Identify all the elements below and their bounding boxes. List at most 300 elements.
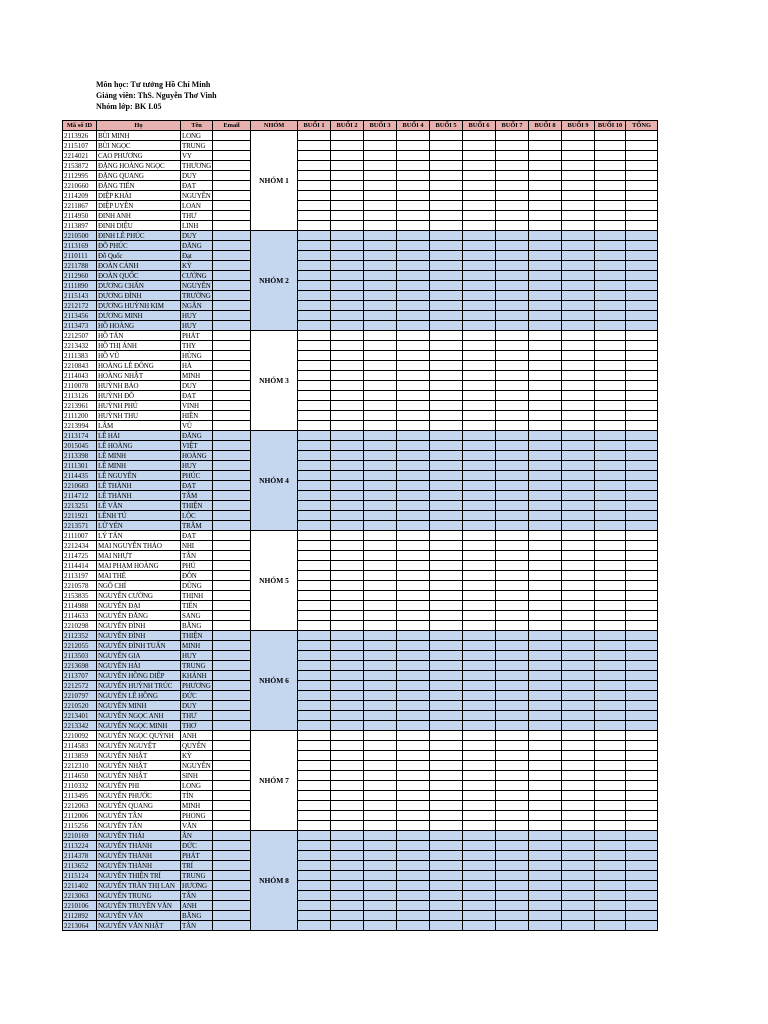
session-cell[interactable] — [562, 721, 595, 731]
session-cell[interactable] — [496, 911, 529, 921]
session-cell[interactable] — [562, 811, 595, 821]
session-cell[interactable] — [562, 851, 595, 861]
session-cell[interactable] — [298, 811, 331, 821]
session-cell[interactable] — [364, 691, 397, 701]
session-cell[interactable] — [496, 841, 529, 851]
session-cell[interactable] — [463, 861, 496, 871]
session-cell[interactable] — [298, 581, 331, 591]
session-cell[interactable] — [298, 771, 331, 781]
total-cell[interactable] — [626, 741, 658, 751]
session-cell[interactable] — [331, 811, 364, 821]
session-cell[interactable] — [595, 841, 626, 851]
session-cell[interactable] — [397, 751, 430, 761]
session-cell[interactable] — [562, 451, 595, 461]
session-cell[interactable] — [529, 341, 562, 351]
session-cell[interactable] — [595, 281, 626, 291]
session-cell[interactable] — [595, 401, 626, 411]
session-cell[interactable] — [463, 131, 496, 141]
total-cell[interactable] — [626, 291, 658, 301]
session-cell[interactable] — [331, 581, 364, 591]
session-cell[interactable] — [397, 211, 430, 221]
session-cell[interactable] — [364, 261, 397, 271]
session-cell[interactable] — [562, 601, 595, 611]
total-cell[interactable] — [626, 861, 658, 871]
session-cell[interactable] — [397, 351, 430, 361]
session-cell[interactable] — [529, 891, 562, 901]
session-cell[interactable] — [595, 671, 626, 681]
session-cell[interactable] — [298, 331, 331, 341]
session-cell[interactable] — [496, 141, 529, 151]
session-cell[interactable] — [331, 421, 364, 431]
session-cell[interactable] — [463, 291, 496, 301]
session-cell[interactable] — [496, 441, 529, 451]
session-cell[interactable] — [496, 831, 529, 841]
session-cell[interactable] — [562, 791, 595, 801]
session-cell[interactable] — [331, 231, 364, 241]
session-cell[interactable] — [595, 751, 626, 761]
session-cell[interactable] — [562, 551, 595, 561]
total-cell[interactable] — [626, 231, 658, 241]
total-cell[interactable] — [626, 171, 658, 181]
session-cell[interactable] — [364, 541, 397, 551]
session-cell[interactable] — [529, 431, 562, 441]
session-cell[interactable] — [430, 751, 463, 761]
session-cell[interactable] — [364, 271, 397, 281]
session-cell[interactable] — [298, 161, 331, 171]
session-cell[interactable] — [364, 641, 397, 651]
total-cell[interactable] — [626, 571, 658, 581]
session-cell[interactable] — [430, 131, 463, 141]
session-cell[interactable] — [595, 311, 626, 321]
session-cell[interactable] — [430, 371, 463, 381]
session-cell[interactable] — [496, 891, 529, 901]
session-cell[interactable] — [364, 231, 397, 241]
session-cell[interactable] — [562, 141, 595, 151]
session-cell[interactable] — [430, 171, 463, 181]
session-cell[interactable] — [430, 631, 463, 641]
session-cell[interactable] — [298, 781, 331, 791]
session-cell[interactable] — [562, 891, 595, 901]
total-cell[interactable] — [626, 701, 658, 711]
session-cell[interactable] — [496, 731, 529, 741]
total-cell[interactable] — [626, 491, 658, 501]
session-cell[interactable] — [364, 601, 397, 611]
session-cell[interactable] — [496, 551, 529, 561]
session-cell[interactable] — [331, 701, 364, 711]
session-cell[interactable] — [463, 541, 496, 551]
total-cell[interactable] — [626, 501, 658, 511]
session-cell[interactable] — [364, 401, 397, 411]
total-cell[interactable] — [626, 311, 658, 321]
session-cell[interactable] — [562, 351, 595, 361]
session-cell[interactable] — [562, 761, 595, 771]
session-cell[interactable] — [496, 721, 529, 731]
session-cell[interactable] — [331, 501, 364, 511]
session-cell[interactable] — [562, 911, 595, 921]
session-cell[interactable] — [562, 861, 595, 871]
session-cell[interactable] — [595, 881, 626, 891]
session-cell[interactable] — [595, 241, 626, 251]
session-cell[interactable] — [331, 611, 364, 621]
total-cell[interactable] — [626, 191, 658, 201]
session-cell[interactable] — [463, 571, 496, 581]
session-cell[interactable] — [397, 331, 430, 341]
session-cell[interactable] — [298, 201, 331, 211]
session-cell[interactable] — [430, 601, 463, 611]
total-cell[interactable] — [626, 351, 658, 361]
session-cell[interactable] — [298, 171, 331, 181]
session-cell[interactable] — [397, 361, 430, 371]
session-cell[interactable] — [331, 531, 364, 541]
session-cell[interactable] — [430, 511, 463, 521]
session-cell[interactable] — [496, 641, 529, 651]
session-cell[interactable] — [298, 821, 331, 831]
session-cell[interactable] — [298, 281, 331, 291]
session-cell[interactable] — [562, 521, 595, 531]
session-cell[interactable] — [430, 331, 463, 341]
session-cell[interactable] — [298, 741, 331, 751]
session-cell[interactable] — [430, 321, 463, 331]
session-cell[interactable] — [331, 281, 364, 291]
session-cell[interactable] — [463, 331, 496, 341]
session-cell[interactable] — [595, 821, 626, 831]
session-cell[interactable] — [298, 151, 331, 161]
session-cell[interactable] — [529, 451, 562, 461]
session-cell[interactable] — [397, 891, 430, 901]
session-cell[interactable] — [397, 301, 430, 311]
session-cell[interactable] — [430, 801, 463, 811]
session-cell[interactable] — [298, 431, 331, 441]
session-cell[interactable] — [496, 601, 529, 611]
session-cell[interactable] — [364, 441, 397, 451]
session-cell[interactable] — [496, 231, 529, 241]
session-cell[interactable] — [430, 841, 463, 851]
session-cell[interactable] — [562, 541, 595, 551]
session-cell[interactable] — [595, 381, 626, 391]
total-cell[interactable] — [626, 331, 658, 341]
session-cell[interactable] — [595, 221, 626, 231]
session-cell[interactable] — [529, 181, 562, 191]
session-cell[interactable] — [364, 841, 397, 851]
session-cell[interactable] — [298, 881, 331, 891]
session-cell[interactable] — [397, 451, 430, 461]
session-cell[interactable] — [529, 821, 562, 831]
session-cell[interactable] — [595, 871, 626, 881]
session-cell[interactable] — [562, 591, 595, 601]
session-cell[interactable] — [397, 771, 430, 781]
session-cell[interactable] — [331, 841, 364, 851]
session-cell[interactable] — [397, 161, 430, 171]
total-cell[interactable] — [626, 851, 658, 861]
session-cell[interactable] — [562, 201, 595, 211]
session-cell[interactable] — [562, 881, 595, 891]
session-cell[interactable] — [364, 141, 397, 151]
session-cell[interactable] — [496, 681, 529, 691]
session-cell[interactable] — [298, 541, 331, 551]
session-cell[interactable] — [298, 181, 331, 191]
session-cell[interactable] — [463, 181, 496, 191]
session-cell[interactable] — [430, 291, 463, 301]
total-cell[interactable] — [626, 651, 658, 661]
session-cell[interactable] — [529, 491, 562, 501]
session-cell[interactable] — [463, 601, 496, 611]
session-cell[interactable] — [529, 291, 562, 301]
session-cell[interactable] — [364, 681, 397, 691]
session-cell[interactable] — [595, 701, 626, 711]
session-cell[interactable] — [496, 401, 529, 411]
session-cell[interactable] — [529, 331, 562, 341]
session-cell[interactable] — [397, 131, 430, 141]
session-cell[interactable] — [331, 921, 364, 931]
session-cell[interactable] — [595, 341, 626, 351]
session-cell[interactable] — [463, 591, 496, 601]
session-cell[interactable] — [496, 511, 529, 521]
session-cell[interactable] — [529, 921, 562, 931]
session-cell[interactable] — [397, 411, 430, 421]
session-cell[interactable] — [463, 751, 496, 761]
session-cell[interactable] — [364, 371, 397, 381]
session-cell[interactable] — [397, 371, 430, 381]
session-cell[interactable] — [331, 201, 364, 211]
session-cell[interactable] — [595, 391, 626, 401]
session-cell[interactable] — [364, 661, 397, 671]
session-cell[interactable] — [463, 551, 496, 561]
session-cell[interactable] — [397, 871, 430, 881]
session-cell[interactable] — [562, 561, 595, 571]
session-cell[interactable] — [331, 661, 364, 671]
session-cell[interactable] — [298, 671, 331, 681]
session-cell[interactable] — [430, 481, 463, 491]
session-cell[interactable] — [331, 551, 364, 561]
session-cell[interactable] — [364, 461, 397, 471]
session-cell[interactable] — [463, 321, 496, 331]
session-cell[interactable] — [430, 401, 463, 411]
session-cell[interactable] — [496, 611, 529, 621]
session-cell[interactable] — [397, 561, 430, 571]
session-cell[interactable] — [562, 531, 595, 541]
session-cell[interactable] — [364, 131, 397, 141]
session-cell[interactable] — [496, 631, 529, 641]
session-cell[interactable] — [298, 441, 331, 451]
total-cell[interactable] — [626, 891, 658, 901]
session-cell[interactable] — [496, 361, 529, 371]
session-cell[interactable] — [397, 571, 430, 581]
session-cell[interactable] — [496, 131, 529, 141]
session-cell[interactable] — [430, 421, 463, 431]
total-cell[interactable] — [626, 421, 658, 431]
session-cell[interactable] — [430, 451, 463, 461]
session-cell[interactable] — [463, 191, 496, 201]
session-cell[interactable] — [529, 531, 562, 541]
session-cell[interactable] — [298, 521, 331, 531]
session-cell[interactable] — [331, 761, 364, 771]
session-cell[interactable] — [496, 741, 529, 751]
session-cell[interactable] — [364, 381, 397, 391]
total-cell[interactable] — [626, 781, 658, 791]
session-cell[interactable] — [331, 411, 364, 421]
session-cell[interactable] — [562, 241, 595, 251]
session-cell[interactable] — [496, 651, 529, 661]
session-cell[interactable] — [562, 621, 595, 631]
session-cell[interactable] — [430, 761, 463, 771]
session-cell[interactable] — [331, 371, 364, 381]
session-cell[interactable] — [364, 741, 397, 751]
session-cell[interactable] — [298, 701, 331, 711]
session-cell[interactable] — [562, 491, 595, 501]
session-cell[interactable] — [529, 351, 562, 361]
session-cell[interactable] — [595, 421, 626, 431]
session-cell[interactable] — [298, 761, 331, 771]
session-cell[interactable] — [463, 841, 496, 851]
session-cell[interactable] — [463, 501, 496, 511]
total-cell[interactable] — [626, 821, 658, 831]
session-cell[interactable] — [430, 711, 463, 721]
session-cell[interactable] — [397, 811, 430, 821]
session-cell[interactable] — [496, 801, 529, 811]
session-cell[interactable] — [496, 151, 529, 161]
session-cell[interactable] — [331, 741, 364, 751]
session-cell[interactable] — [595, 471, 626, 481]
session-cell[interactable] — [397, 141, 430, 151]
session-cell[interactable] — [562, 921, 595, 931]
session-cell[interactable] — [298, 891, 331, 901]
session-cell[interactable] — [595, 201, 626, 211]
session-cell[interactable] — [397, 621, 430, 631]
session-cell[interactable] — [529, 801, 562, 811]
session-cell[interactable] — [496, 451, 529, 461]
session-cell[interactable] — [562, 411, 595, 421]
session-cell[interactable] — [496, 791, 529, 801]
session-cell[interactable] — [463, 911, 496, 921]
session-cell[interactable] — [430, 181, 463, 191]
session-cell[interactable] — [562, 701, 595, 711]
session-cell[interactable] — [562, 261, 595, 271]
session-cell[interactable] — [430, 551, 463, 561]
session-cell[interactable] — [562, 731, 595, 741]
session-cell[interactable] — [562, 421, 595, 431]
session-cell[interactable] — [463, 211, 496, 221]
session-cell[interactable] — [595, 581, 626, 591]
session-cell[interactable] — [463, 521, 496, 531]
session-cell[interactable] — [562, 311, 595, 321]
session-cell[interactable] — [496, 391, 529, 401]
total-cell[interactable] — [626, 141, 658, 151]
session-cell[interactable] — [364, 161, 397, 171]
session-cell[interactable] — [529, 601, 562, 611]
session-cell[interactable] — [562, 431, 595, 441]
session-cell[interactable] — [397, 181, 430, 191]
session-cell[interactable] — [364, 521, 397, 531]
session-cell[interactable] — [562, 321, 595, 331]
total-cell[interactable] — [626, 661, 658, 671]
session-cell[interactable] — [331, 771, 364, 781]
session-cell[interactable] — [595, 261, 626, 271]
session-cell[interactable] — [529, 391, 562, 401]
session-cell[interactable] — [496, 861, 529, 871]
session-cell[interactable] — [430, 901, 463, 911]
session-cell[interactable] — [496, 471, 529, 481]
session-cell[interactable] — [331, 791, 364, 801]
session-cell[interactable] — [463, 251, 496, 261]
session-cell[interactable] — [496, 171, 529, 181]
total-cell[interactable] — [626, 251, 658, 261]
total-cell[interactable] — [626, 591, 658, 601]
session-cell[interactable] — [529, 241, 562, 251]
session-cell[interactable] — [298, 801, 331, 811]
total-cell[interactable] — [626, 551, 658, 561]
session-cell[interactable] — [595, 631, 626, 641]
session-cell[interactable] — [562, 231, 595, 241]
session-cell[interactable] — [298, 831, 331, 841]
session-cell[interactable] — [298, 711, 331, 721]
session-cell[interactable] — [430, 851, 463, 861]
session-cell[interactable] — [298, 261, 331, 271]
session-cell[interactable] — [430, 921, 463, 931]
session-cell[interactable] — [529, 841, 562, 851]
session-cell[interactable] — [364, 181, 397, 191]
session-cell[interactable] — [562, 371, 595, 381]
session-cell[interactable] — [463, 731, 496, 741]
session-cell[interactable] — [364, 481, 397, 491]
session-cell[interactable] — [562, 441, 595, 451]
session-cell[interactable] — [562, 291, 595, 301]
session-cell[interactable] — [331, 191, 364, 201]
session-cell[interactable] — [595, 321, 626, 331]
session-cell[interactable] — [397, 171, 430, 181]
session-cell[interactable] — [397, 681, 430, 691]
session-cell[interactable] — [430, 211, 463, 221]
session-cell[interactable] — [298, 321, 331, 331]
session-cell[interactable] — [595, 711, 626, 721]
session-cell[interactable] — [298, 641, 331, 651]
session-cell[interactable] — [463, 301, 496, 311]
session-cell[interactable] — [463, 411, 496, 421]
session-cell[interactable] — [595, 721, 626, 731]
session-cell[interactable] — [562, 901, 595, 911]
session-cell[interactable] — [562, 871, 595, 881]
session-cell[interactable] — [463, 431, 496, 441]
session-cell[interactable] — [496, 311, 529, 321]
session-cell[interactable] — [364, 391, 397, 401]
total-cell[interactable] — [626, 811, 658, 821]
session-cell[interactable] — [298, 131, 331, 141]
session-cell[interactable] — [496, 621, 529, 631]
session-cell[interactable] — [331, 521, 364, 531]
session-cell[interactable] — [331, 601, 364, 611]
session-cell[interactable] — [562, 281, 595, 291]
session-cell[interactable] — [529, 501, 562, 511]
session-cell[interactable] — [430, 521, 463, 531]
session-cell[interactable] — [298, 501, 331, 511]
session-cell[interactable] — [397, 441, 430, 451]
session-cell[interactable] — [298, 511, 331, 521]
session-cell[interactable] — [298, 651, 331, 661]
total-cell[interactable] — [626, 281, 658, 291]
session-cell[interactable] — [529, 761, 562, 771]
session-cell[interactable] — [397, 911, 430, 921]
session-cell[interactable] — [364, 351, 397, 361]
session-cell[interactable] — [364, 211, 397, 221]
session-cell[interactable] — [595, 661, 626, 671]
session-cell[interactable] — [463, 561, 496, 571]
session-cell[interactable] — [364, 711, 397, 721]
session-cell[interactable] — [529, 151, 562, 161]
session-cell[interactable] — [595, 551, 626, 561]
session-cell[interactable] — [595, 441, 626, 451]
session-cell[interactable] — [298, 491, 331, 501]
session-cell[interactable] — [430, 911, 463, 921]
total-cell[interactable] — [626, 681, 658, 691]
